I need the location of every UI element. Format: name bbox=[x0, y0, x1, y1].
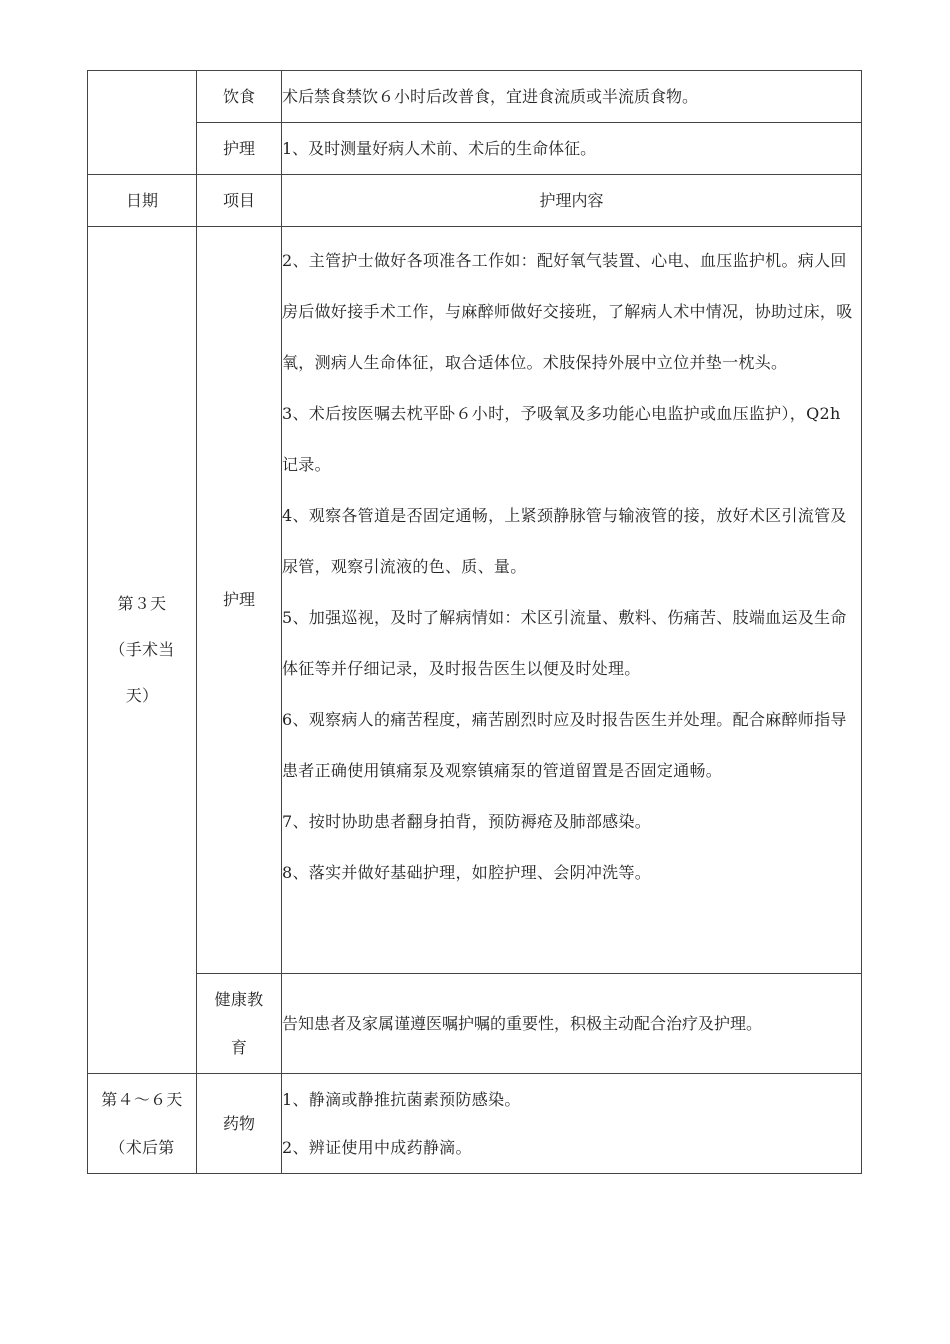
care-paragraph: 4、观察各管道是否固定通畅，上紧颈静脉管与输液管的接，放好术区引流管及尿管，观察引流液的色、质、量。 bbox=[282, 506, 847, 576]
item-cell-medication: 药物 bbox=[197, 1074, 282, 1174]
table-row-day46-medication bbox=[88, 1074, 862, 1174]
content-cell-care-top: 1、及时测量好病人术前、术后的生命体征。 bbox=[282, 123, 862, 175]
item-cell-day3-care: 护理 bbox=[197, 227, 282, 974]
date-line: 第３天 bbox=[117, 594, 167, 613]
item-line: 健康教 bbox=[214, 989, 264, 1009]
item-line: 育 bbox=[230, 1037, 248, 1057]
item-cell-care-top: 护理 bbox=[197, 123, 282, 175]
table-header-row bbox=[88, 175, 862, 227]
date-cell-day3 bbox=[88, 227, 197, 1074]
care-paragraph: 7、按时协助患者翻身拍背，预防褥疮及肺部感染。 bbox=[282, 812, 652, 831]
date-cell-day46 bbox=[88, 1074, 197, 1174]
medication-paragraph: 2、辨证使用中成药静滴。 bbox=[282, 1138, 472, 1157]
care-paragraph: 8、落实并做好基础护理，如腔护理、会阴冲洗等。 bbox=[282, 863, 652, 882]
content-cell-medication bbox=[282, 1074, 862, 1174]
nursing-care-table bbox=[87, 70, 862, 1174]
header-content: 护理内容 bbox=[282, 175, 862, 227]
care-paragraph: 2、主管护士做好各项准各工作如：配好氧气装置、心电、血压监护机。病人回房后做好接手术工作，与麻醉师做好交接班，了解病人术中情况，协助过床，吸氧，测病人生命体征，取合适体位。术肢保持外展中立位并垫一枕头。 bbox=[282, 251, 853, 372]
date-cell-empty bbox=[88, 71, 197, 175]
date-line: （术后第 bbox=[109, 1138, 175, 1157]
table-row-care-top bbox=[88, 123, 862, 175]
table-row-day3-care bbox=[88, 227, 862, 974]
item-cell-education bbox=[197, 974, 282, 1074]
care-paragraph: 3、术后按医嘱去枕平卧６小时，予吸氧及多功能心电监护或血压监护），Q2h 记录。 bbox=[282, 404, 841, 474]
care-paragraph: 5、加强巡视，及时了解病情如：术区引流量、敷料、伤痛苦、肢端血运及生命体征等并仔细记录，及时报告医生以便及时处理。 bbox=[282, 608, 847, 678]
header-item: 项目 bbox=[197, 175, 282, 227]
table-row-day3-education bbox=[88, 974, 862, 1074]
medication-paragraph: 1、静滴或静推抗菌素预防感染。 bbox=[282, 1090, 521, 1109]
date-line: 天） bbox=[125, 686, 159, 705]
content-cell-day3-care bbox=[282, 227, 862, 974]
table-row-diet bbox=[88, 71, 862, 123]
item-cell-diet: 饮食 bbox=[197, 71, 282, 123]
date-line: （手术当 bbox=[109, 640, 175, 659]
header-date: 日期 bbox=[88, 175, 197, 227]
content-cell-diet: 术后禁食禁饮６小时后改普食，宜进食流质或半流质食物。 bbox=[282, 71, 862, 123]
content-cell-education: 告知患者及家属谨遵医嘱护嘱的重要性，积极主动配合治疗及护理。 bbox=[282, 974, 862, 1074]
care-paragraph: 6、观察病人的痛苦程度，痛苦剧烈时应及时报告医生并处理。配合麻醉师指导患者正确使用镇痛泵及观察镇痛泵的管道留置是否固定通畅。 bbox=[282, 710, 847, 780]
date-line: 第４〜６天 bbox=[101, 1090, 183, 1109]
